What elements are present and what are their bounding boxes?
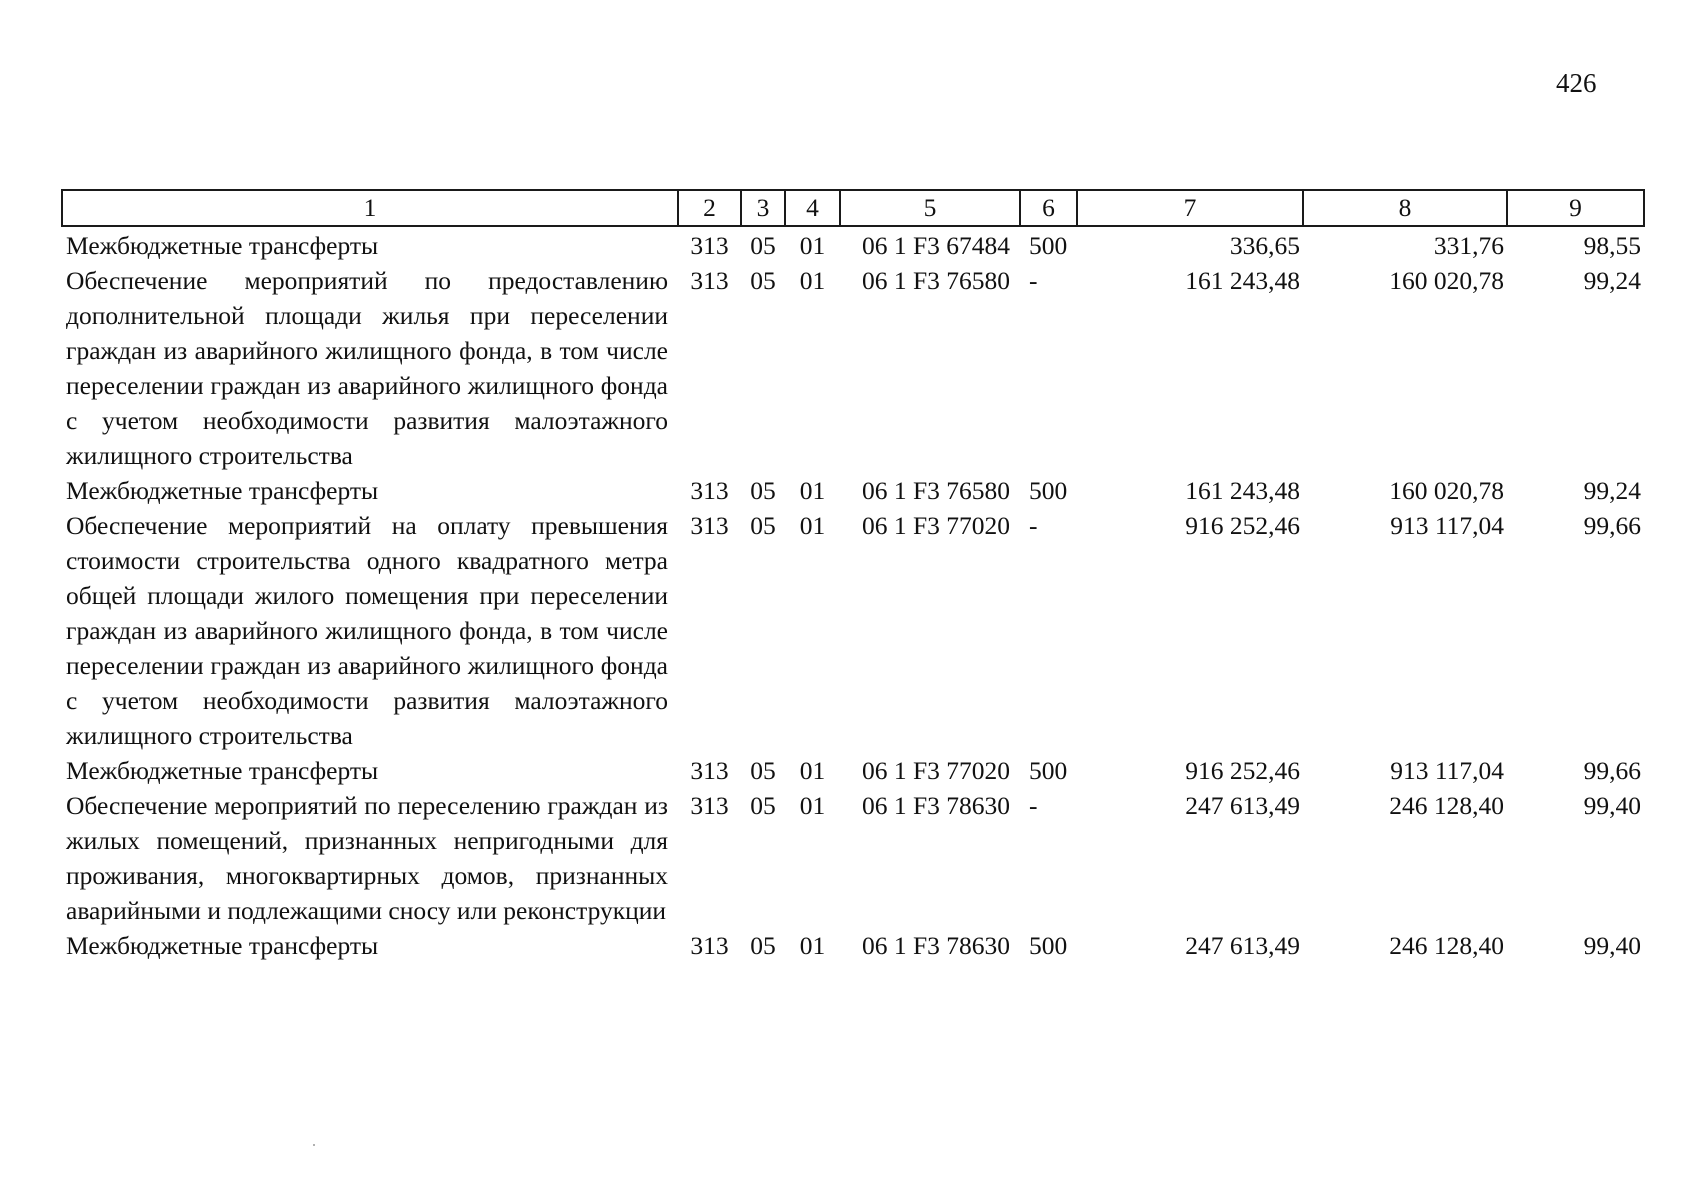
row-col-2: 313 xyxy=(690,511,729,540)
table-header-row xyxy=(62,190,1644,226)
header-col-6: 6 xyxy=(1020,190,1077,226)
row-col-9: 99,40 xyxy=(1583,931,1641,960)
row-name: Обеспечение мероприятий по переселению граждан из жилых помещений, признанных непригодными для проживания, многоквартирных домов, признанных аварийными и подлежащими сносу или реконструкции xyxy=(66,791,668,925)
row-col-2: 313 xyxy=(690,266,729,295)
page-number: 426 xyxy=(1556,68,1597,98)
row-col-8: 331,76 xyxy=(1433,231,1504,260)
row-col-6: - xyxy=(1029,791,1038,820)
row-col-5: 06 1 F3 67484 xyxy=(861,231,1010,260)
row-col-7: 247 613,49 xyxy=(1185,931,1300,960)
row-name: Обеспечение мероприятий на оплату превышения стоимости строительства одного квадратного метра общей площади жилого помещения при переселении граждан из аварийного жилищного фонда, в том числе переселении граждан из аварийного жилищного фонда с учетом необходимости развития малоэтажного жилищного строительства xyxy=(66,511,668,750)
row-col-2: 313 xyxy=(690,231,729,260)
row-col-8: 246 128,40 xyxy=(1389,791,1504,820)
row-col-4: 01 xyxy=(799,266,826,295)
row-col-8: 160 020,78 xyxy=(1389,266,1504,295)
row-col-4: 01 xyxy=(799,476,826,505)
row-col-6: 500 xyxy=(1029,476,1068,505)
row-col-6: 500 xyxy=(1029,756,1068,785)
row-col-6: - xyxy=(1029,266,1038,295)
header-col-9: 9 xyxy=(1507,190,1644,226)
row-col-4: 01 xyxy=(799,511,826,540)
row-col-4: 01 xyxy=(799,231,826,260)
row-col-9: 99,24 xyxy=(1583,266,1641,295)
row-name: Межбюджетные трансферты xyxy=(66,756,379,785)
row-col-4: 01 xyxy=(799,756,826,785)
row-col-3: 05 xyxy=(750,476,776,505)
table-row xyxy=(62,263,1644,473)
row-col-3: 05 xyxy=(750,756,776,785)
row-col-9: 99,66 xyxy=(1583,511,1641,540)
row-col-6: - xyxy=(1029,511,1038,540)
table-row xyxy=(62,473,1644,508)
row-col-5: 06 1 F3 77020 xyxy=(861,511,1010,540)
row-col-3: 05 xyxy=(750,266,776,295)
scan-speck xyxy=(313,1144,315,1146)
table-row xyxy=(62,788,1644,928)
row-name: Обеспечение мероприятий по предоставлению дополнительной площади жилья при переселении граждан из аварийного жилищного фонда, в том числе переселении граждан из аварийного жилищного фонда с учетом необходимости развития малоэтажного жилищного строительства xyxy=(66,266,668,470)
header-col-7: 7 xyxy=(1077,190,1303,226)
row-col-5: 06 1 F3 76580 xyxy=(861,266,1010,295)
row-name: Межбюджетные трансферты xyxy=(66,476,379,505)
header-col-8: 8 xyxy=(1303,190,1507,226)
row-col-8: 160 020,78 xyxy=(1389,476,1504,505)
row-col-5: 06 1 F3 77020 xyxy=(861,756,1010,785)
row-name: Межбюджетные трансферты xyxy=(66,231,379,260)
table-row xyxy=(62,928,1644,963)
table-row xyxy=(62,226,1644,263)
row-col-9: 99,24 xyxy=(1583,476,1641,505)
row-col-2: 313 xyxy=(690,756,729,785)
row-col-3: 05 xyxy=(750,931,776,960)
row-col-7: 336,65 xyxy=(1229,231,1300,260)
row-col-3: 05 xyxy=(750,231,776,260)
header-col-3: 3 xyxy=(741,190,785,226)
row-col-2: 313 xyxy=(690,476,729,505)
row-name: Межбюджетные трансферты xyxy=(66,931,379,960)
row-col-3: 05 xyxy=(750,791,776,820)
row-col-6: 500 xyxy=(1029,231,1068,260)
row-col-6: 500 xyxy=(1029,931,1068,960)
row-col-9: 99,66 xyxy=(1583,756,1641,785)
row-col-7: 916 252,46 xyxy=(1185,511,1300,540)
row-col-7: 161 243,48 xyxy=(1185,266,1300,295)
header-col-2: 2 xyxy=(678,190,741,226)
header-col-4: 4 xyxy=(785,190,840,226)
row-col-8: 913 117,04 xyxy=(1390,511,1504,540)
row-col-9: 99,40 xyxy=(1583,791,1641,820)
row-col-8: 913 117,04 xyxy=(1390,756,1504,785)
row-col-3: 05 xyxy=(750,511,776,540)
row-col-2: 313 xyxy=(690,791,729,820)
row-col-4: 01 xyxy=(799,931,826,960)
row-col-7: 161 243,48 xyxy=(1185,476,1300,505)
table-row xyxy=(62,753,1644,788)
row-col-5: 06 1 F3 76580 xyxy=(861,476,1010,505)
row-col-5: 06 1 F3 78630 xyxy=(861,931,1010,960)
row-col-8: 246 128,40 xyxy=(1389,931,1504,960)
row-col-4: 01 xyxy=(799,791,826,820)
row-col-7: 916 252,46 xyxy=(1185,756,1300,785)
row-col-2: 313 xyxy=(690,931,729,960)
header-col-1: 1 xyxy=(62,190,678,226)
row-col-7: 247 613,49 xyxy=(1185,791,1300,820)
budget-table xyxy=(61,189,1645,963)
header-col-5: 5 xyxy=(840,190,1020,226)
table-row xyxy=(62,508,1644,753)
row-col-5: 06 1 F3 78630 xyxy=(861,791,1010,820)
row-col-9: 98,55 xyxy=(1583,231,1641,260)
